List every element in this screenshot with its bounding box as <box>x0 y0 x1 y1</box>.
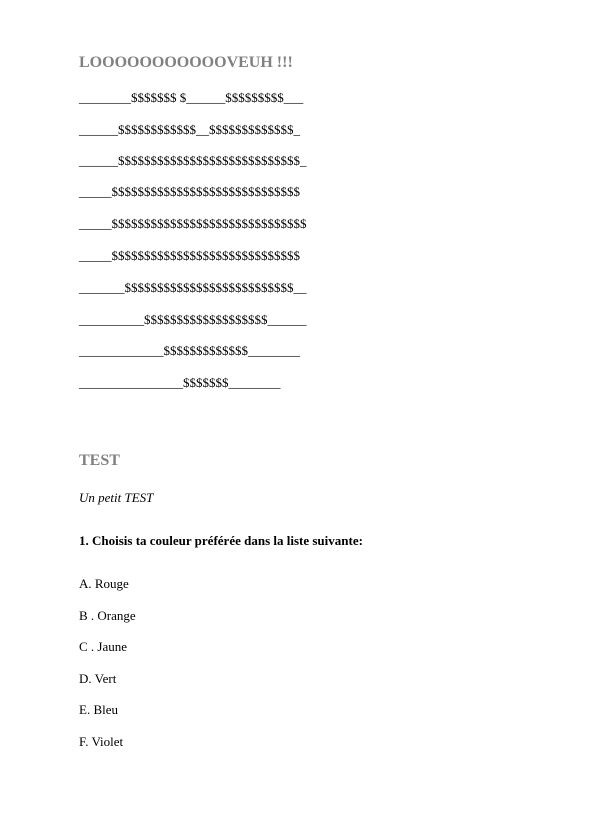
test-subtitle: Un petit TEST <box>79 490 154 505</box>
ascii-art-line: _______$$$$$$$$$$$$$$$$$$$$$$$$$$__ <box>79 280 307 295</box>
ascii-art-line: ________________$$$$$$$________ <box>79 375 281 390</box>
option-b: B . Orange <box>79 608 136 623</box>
love-heading: LOOOOOOOOOOOVEUH !!! <box>79 54 293 71</box>
option-a: A. Rouge <box>79 576 129 591</box>
option-e: E. Bleu <box>79 702 118 717</box>
ascii-art-line: __________$$$$$$$$$$$$$$$$$$$______ <box>79 312 307 327</box>
ascii-art-line: ______$$$$$$$$$$$$$$$$$$$$$$$$$$$$_ <box>79 153 307 168</box>
option-c: C . Jaune <box>79 639 128 654</box>
option-f: F. Violet <box>79 734 124 749</box>
ascii-art-line: ______$$$$$$$$$$$$__$$$$$$$$$$$$$_ <box>79 122 300 137</box>
test-heading: TEST <box>79 452 120 469</box>
question-1: 1. Choisis ta couleur préférée dans la liste suivante: <box>79 533 363 548</box>
ascii-art-line: _____$$$$$$$$$$$$$$$$$$$$$$$$$$$$$ <box>79 248 300 263</box>
ascii-art-line: _____$$$$$$$$$$$$$$$$$$$$$$$$$$$$$ <box>79 184 300 199</box>
option-d: D. Vert <box>79 671 117 686</box>
ascii-art-line: _____________$$$$$$$$$$$$$________ <box>79 343 300 358</box>
ascii-art-line: ________$$$$$$$ $______$$$$$$$$$___ <box>79 90 304 105</box>
ascii-art-line: _____$$$$$$$$$$$$$$$$$$$$$$$$$$$$$$ <box>79 216 307 231</box>
